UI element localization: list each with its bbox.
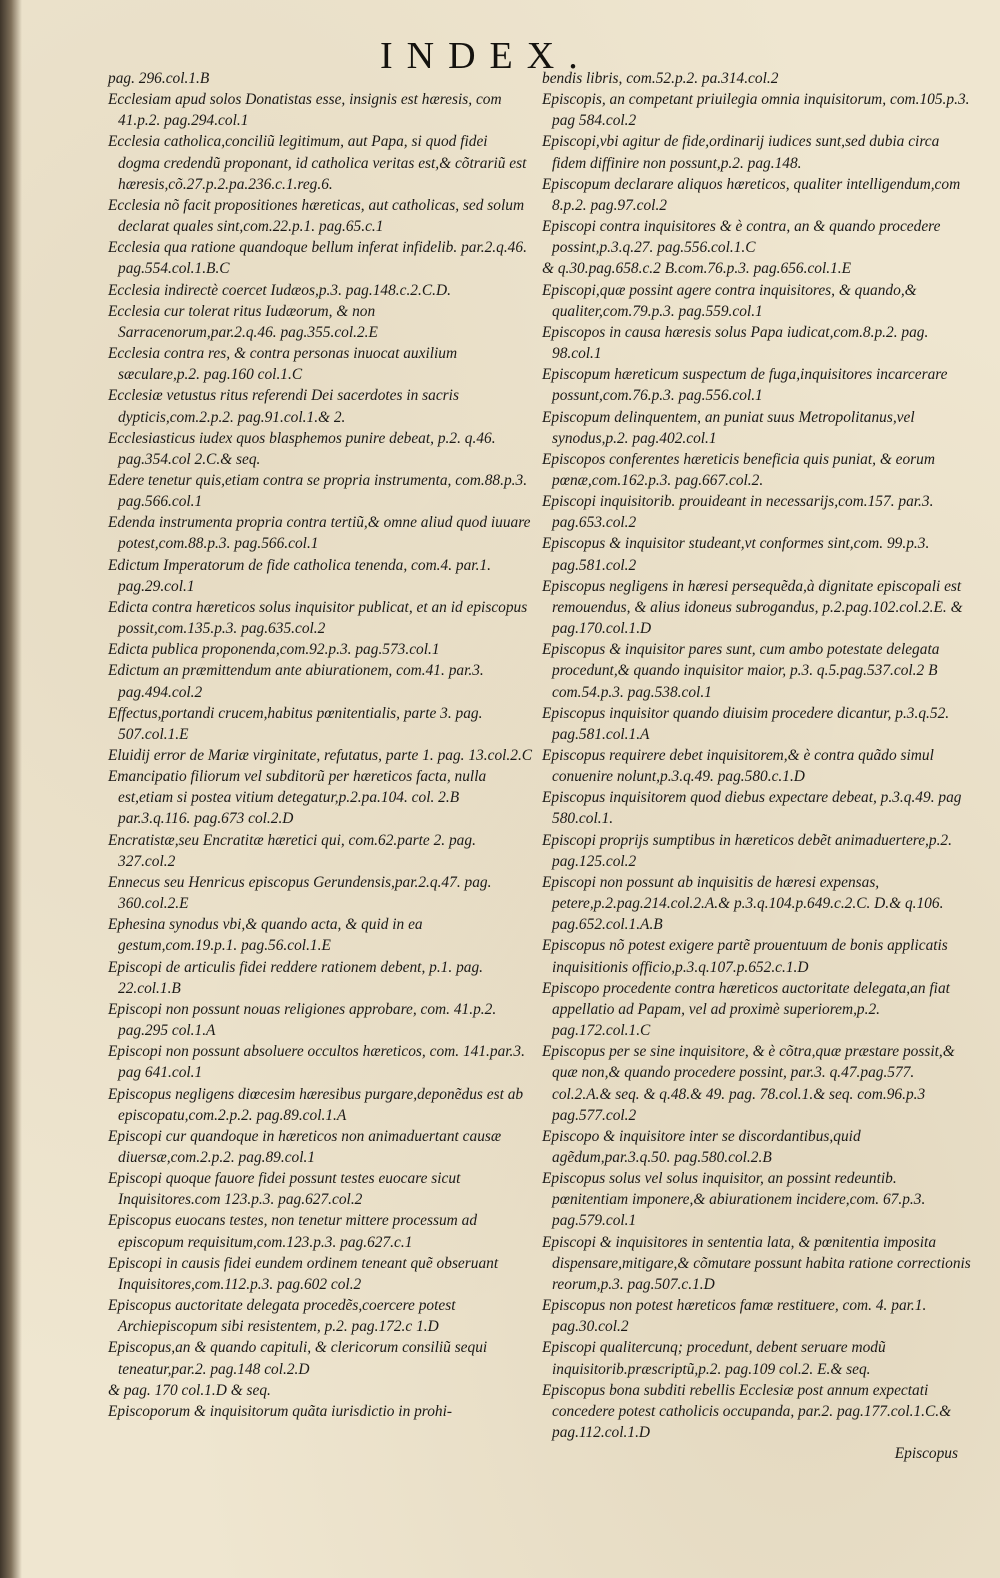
- index-entry: Episcopum delinquentem, an puniat suus Metropolitanus,vel synodus,p.2. pag.402.col.1: [542, 408, 915, 447]
- index-entry: Edictum an præmittendum ante abiurationem, com.41. par.3. pag.494.col.2: [108, 662, 484, 701]
- index-entry: Edere tenetur quis,etiam contra se propria instrumenta, com.88.p.3. pag.566.col.1: [108, 471, 528, 511]
- index-entry: Episcopum declarare aliquos hæreticos, qualiter intelligendum,com 8.p.2. pag.97.col.2: [542, 175, 961, 214]
- index-entry: Edicta publica proponenda,com.92.p.3. pag.573.col.1: [108, 641, 440, 659]
- index-entry: & pag. 170 col.1.D & seq.: [108, 1381, 271, 1399]
- index-entry: Ecclesia indirectè coercet Iudæos,p.3. pag.148.c.2.C.D.: [108, 281, 451, 299]
- index-entry: Episcopus euocans testes, non tenetur mittere processum ad episcopum requisitum,com.123.p.3. pag.627.c.1: [108, 1212, 478, 1251]
- index-entry: pag. 296.col.1.B: [108, 70, 210, 87]
- index-entry: Episcopus inquisitorem quod diebus expectare debeat, p.3.q.49. pag 580.col.1.: [542, 789, 962, 828]
- index-entry: Episcopi & inquisitores in sententia lata, & pœnitentia imposita dispensare,mitigare,& cõmutare possunt habita ratione correctionis reorum,p.3. pag.507.c.1.D: [542, 1233, 971, 1293]
- index-column-right: [542, 68, 974, 1464]
- index-entry: Episcopi proprijs sumptibus in hæreticos debẽt animaduertere,p.2. pag.125.col.2: [542, 831, 952, 870]
- index-entry: Ephesina synodus vbi,& quando acta, & quid in ea gestum,com.19.p.1. pag.56.col.1.E: [108, 916, 423, 955]
- index-entry: Episcopum hæreticum suspectum de fuga,inquisitores incarcerare possunt,com.76.p.3. pag.556.col.1: [542, 366, 948, 405]
- index-entry: Ecclesia nõ facit propositiones hæreticas, aut catholicas, sed solum declarat quales sint,com.22.p.1. pag.65.c.1: [108, 196, 525, 236]
- index-entry: Episcopus & inquisitor studeant,vt conformes sint,com. 99.p.3. pag.581.col.2: [542, 535, 930, 574]
- index-entry: Emancipatio filiorum vel subditorũ per hæreticos facta, nulla est,etiam si postea vitium detegatur,p.2.pa.104. col. 2.B par.3.q.116. pag.673 col.2.D: [108, 768, 487, 828]
- index-entry: Edictum Imperatorum de fide catholica tenenda, com.4. par.1. pag.29.col.1: [108, 556, 491, 595]
- index-entry: Ennecus seu Henricus episcopus Gerundensis,par.2.q.47. pag. 360.col.2.E: [108, 873, 492, 913]
- index-entry: Ecclesia contra res, & contra personas inuocat auxilium sæculare,p.2. pag.160 col.1.C: [108, 345, 458, 384]
- index-entry: Episcopis, an competant priuilegia omnia inquisitorum, com.105.p.3. pag 584.col.2: [542, 91, 970, 130]
- index-entry: Encratistæ,seu Encratitæ hæretici qui, com.62.parte 2. pag. 327.col.2: [108, 831, 476, 870]
- index-entry: Episcopus solus vel solus inquisitor, an possint redeuntib. pœnitentiam imponere,& abiurationem incidere,com. 67.p.3. pag.579.col.1: [542, 1170, 926, 1230]
- index-entry: Episcopi de articulis fidei reddere rationem debent, p.1. pag. 22.col.1.B: [108, 958, 484, 997]
- index-entry: Episcopus nõ potest exigere partẽ prouentuum de bonis applicatis inquisitionis officio,p.3.q.107.p.652.c.1.D: [542, 937, 948, 976]
- index-entry: Episcopi,vbi agitur de fide,ordinarij iudices sunt,sed dubia circa fidem diffinire non possunt,p.2. pag.148.: [542, 133, 940, 172]
- catchword: Episcopus: [894, 1445, 958, 1463]
- index-entry: Ecclesiæ vetustus ritus referendi Dei sacerdotes in sacris dypticis,com.2.p.2. pag.91.col.1.& 2.: [108, 387, 459, 426]
- index-entry: Ecclesiasticus iudex quos blasphemos punire debeat, p.2. q.46. pag.354.col 2.C.& seq.: [108, 429, 496, 468]
- index-entry: Episcopus requirere debet inquisitorem,& è contra quãdo simul conuenire nolunt,p.3.q.49. pag.580.c.1.D: [542, 747, 934, 786]
- index-entry: Edicta contra hæreticos solus inquisitor publicat, et an id episcopus possit,com.135.p.3. pag.635.col.2: [108, 598, 528, 638]
- index-entry: Episcopus negligens in hæresi persequẽda,à dignitate episcopali est remouendus, & alius idoneus subrogandus, p.2.pag.102.col.2.E. & pag.170.col.1.D: [542, 577, 963, 638]
- index-entry: Episcopus bona subditi rebellis Ecclesiæ post annum expectati concedere potest catholicis occupanda, par.2. pag.177.col.1.C.& pag.112.col.1.D: [542, 1381, 952, 1441]
- index-entry: Episcopos conferentes hæreticis beneficia quis puniat, & eorum pœnæ,com.162.p.3. pag.667.col.2.: [542, 450, 935, 489]
- index-entry: Ecclesia cur tolerat ritus Iudæorum, & non Sarracenorum,par.2.q.46. pag.355.col.2.E: [108, 302, 378, 341]
- index-entry: Episcopi,quæ possint agere contra inquisitores, & quando,& qualiter,com.79.p.3. pag.559.col.1: [542, 281, 917, 320]
- index-entry: Ecclesia qua ratione quandoque bellum inferat infidelib. par.2.q.46. pag.554.col.1.B.C: [108, 239, 527, 278]
- index-entry: Episcopus non potest hæreticos famæ restituere, com. 4. par.1. pag.30.col.2: [542, 1297, 927, 1336]
- index-entry: Episcopi non possunt ab inquisitis de hæresi expensas, petere,p.2.pag.214.col.2.A.& p.3.q.104.p.649.c.2.C. D.& q.106. pag.652.col.1.A.B: [542, 873, 944, 934]
- index-entry: Episcopi qualitercunq; procedunt, debent seruare modũ inquisitorib.præscriptũ,p.2. pag.109 col.2. E.& seq.: [542, 1339, 886, 1378]
- index-entry: Ecclesiam apud solos Donatistas esse, insignis est hæresis, com 41.p.2. pag.294.col.1: [108, 91, 502, 130]
- index-entry: Episcopos in causa hæresis solus Papa iudicat,com.8.p.2. pag. 98.col.1: [542, 323, 929, 363]
- index-entry: Episcopus negligens diœcesim hæresibus purgare,deponẽdus est ab episcopatu,com.2.p.2. pag.89.col.1.A: [108, 1085, 524, 1124]
- book-gutter: [0, 0, 22, 1578]
- index-entry: Episcopus,an & quando capituli, & clericorum consiliũ sequi teneatur,par.2. pag.148 col.2.D: [108, 1339, 488, 1378]
- index-entry: Episcopi quoque fauore fidei possunt testes euocare sicut Inquisitores.com 123.p.3. pag.627.col.2: [108, 1170, 461, 1209]
- index-entry: & q.30.pag.658.c.2 B.com.76.p.3. pag.656.col.1.E: [542, 260, 852, 278]
- index-entry: Episcopus per se sine inquisitore, & è cõtra,quæ præstare possit,& quæ non,& quando procedere possint, par.3. q.47.pag.577. col.2.A.& seq. & q.48.& 49. pag. 78.col.1.& seq. com.96.p.3 pag.577.col.2: [542, 1043, 955, 1124]
- index-entry: Episcopi inquisitorib. prouideant in necessarijs,com.157. par.3. pag.653.col.2: [542, 493, 934, 532]
- index-entry: Edenda instrumenta propria contra tertiũ,& omne aliud quod iuuare potest,com.88.p.3. pag.566.col.1: [108, 514, 531, 553]
- index-column-left: [108, 68, 533, 1422]
- index-entry: Ecclesia catholica,conciliũ legitimum, aut Papa, si quod fidei dogma credendũ proponant, id catholica veritas est,& cõtrariũ est hæresis,cõ.27.p.2.pa.236.c.1.reg.6.: [108, 133, 527, 193]
- index-entry: Episcopo & inquisitore inter se discordantibus,quid agẽdum,par.3.q.50. pag.580.col.2.B: [542, 1127, 861, 1166]
- index-entry: Episcopi in causis fidei eundem ordinem teneant quẽ obseruant Inquisitores,com.112.p.3. pag.602 col.2: [108, 1254, 499, 1293]
- index-entry: Episcoporum & inquisitorum quãta iurisdictio in prohi-: [108, 1402, 453, 1420]
- page-header: INDEX.: [380, 35, 592, 77]
- index-entry: Eluidij error de Mariæ virginitate, refutatus, parte 1. pag. 13.col.2.C: [108, 747, 533, 764]
- index-entry: Episcopus inquisitor quando diuisim procedere dicantur, p.3.q.52. pag.581.col.1.A: [542, 704, 950, 743]
- index-entry: Episcopi non possunt nouas religiones approbare, com. 41.p.2. pag.295 col.1.A: [108, 1000, 497, 1040]
- index-entry: Episcopus & inquisitor pares sunt, cum ambo potestate delegata procedunt,& quando inquisitor maior, p.3. q.5.pag.537.col.2 B com.54.p.3. pag.538.col.1: [542, 641, 940, 701]
- index-entry: Episcopo procedente contra hæreticos auctoritate delegata,an fiat appellatio ad Papam, vel ad proximè superiorem,p.2. pag.172.col.1.C: [542, 979, 950, 1040]
- index-entry: Episcopi cur quandoque in hæreticos non animaduertant causæ diuersæ,com.2.p.2. pag.89.col.1: [108, 1127, 502, 1166]
- index-entry: bendis libris, com.52.p.2. pa.314.col.2: [542, 70, 779, 87]
- index-entry: Episcopi contra inquisitores & è contra, an & quando procedere possint,p.3.q.27. pag.556.col.1.C: [542, 218, 941, 257]
- index-entry: Episcopi non possunt absoluere occultos hæreticos, com. 141.par.3. pag 641.col.1: [108, 1043, 525, 1082]
- index-entry: Effectus,portandi crucem,habitus pœnitentialis, parte 3. pag. 507.col.1.E: [108, 704, 483, 743]
- index-entry: Episcopus auctoritate delegata procedẽs,coercere potest Archiepiscopum sibi resistentem, p.2. pag.172.c 1.D: [108, 1297, 456, 1336]
